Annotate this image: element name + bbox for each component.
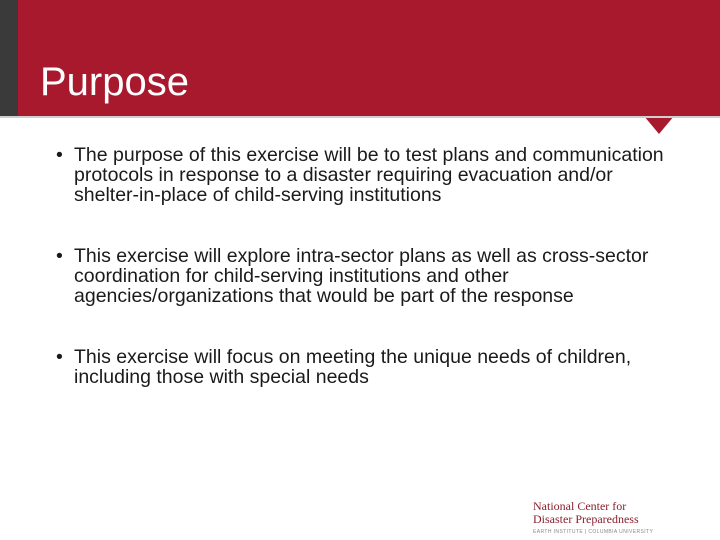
bullet-glyph: • xyxy=(56,245,63,267)
bullet-item xyxy=(56,246,676,306)
bullet-glyph: • xyxy=(56,144,63,166)
bullet-item xyxy=(56,145,676,205)
ncdp-logo xyxy=(533,500,683,535)
logo-line-2: Disaster Preparedness xyxy=(533,512,639,526)
logo-line-1: National Center for xyxy=(533,499,627,513)
title-bar-pointer xyxy=(644,116,674,134)
bullet-text: This exercise will explore intra-sector plans as well as cross-sector coordination for child-serving institutions and other agencies/organizations that would be part of the response xyxy=(74,245,649,307)
bullet-glyph: • xyxy=(56,346,63,368)
slide-title: Purpose xyxy=(40,60,189,104)
left-accent-strip xyxy=(0,0,18,116)
bullet-list xyxy=(56,145,676,428)
bullet-text: This exercise will focus on meeting the unique needs of children, including those with special needs xyxy=(74,346,632,388)
title-divider xyxy=(0,116,720,118)
bullet-text: The purpose of this exercise will be to test plans and communication protocols in response to a disaster requiring evacuation and/or shelter-in-place of child-serving institutions xyxy=(74,144,664,206)
logo-line-3: EARTH INSTITUTE | COLUMBIA UNIVERSITY xyxy=(533,529,654,535)
bullet-item xyxy=(56,347,676,387)
